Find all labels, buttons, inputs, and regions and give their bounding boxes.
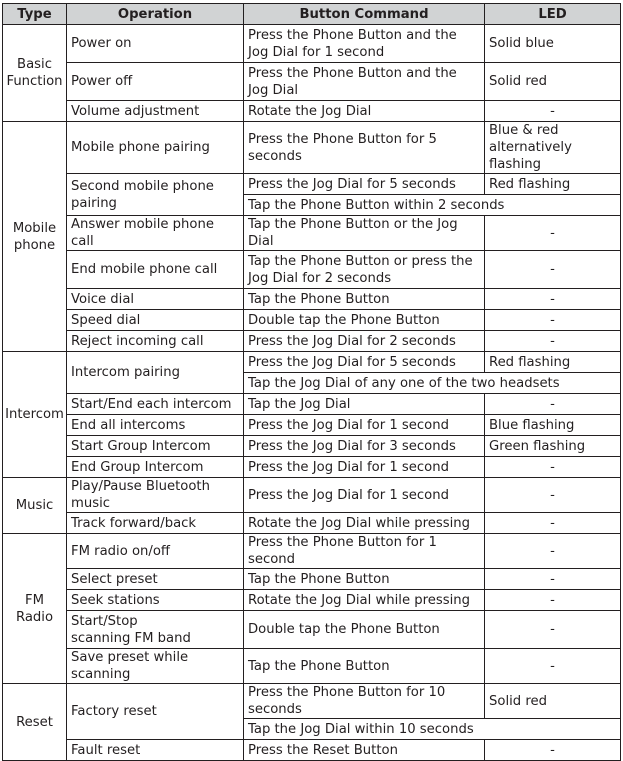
operation-cell: Start Group Intercom <box>67 436 244 457</box>
led-cell: - <box>485 394 621 415</box>
led-cell: - <box>485 478 621 513</box>
button-operation-table <box>2 3 621 761</box>
header-row <box>3 4 621 25</box>
table-row <box>3 457 621 478</box>
operation-cell: Track forward/back <box>67 513 244 534</box>
command-cell: Double tap the Phone Button <box>244 310 485 331</box>
operation-cell: Fault reset <box>67 740 244 761</box>
command-cell: Tap the Phone Button <box>244 649 485 684</box>
table-row <box>3 25 621 63</box>
command-cell: Press the Phone Button and the Jog Dial <box>244 63 485 101</box>
command-cell: Press the Jog Dial for 3 seconds <box>244 436 485 457</box>
command-cell: Press the Reset Button <box>244 740 485 761</box>
command-cell: Tap the Jog Dial <box>244 394 485 415</box>
command-cell: Tap the Jog Dial of any one of the two headsets <box>244 373 621 394</box>
led-cell: Solid blue <box>485 25 621 63</box>
command-cell: Rotate the Jog Dial while pressing <box>244 590 485 611</box>
type-cell-music: Music <box>3 478 67 534</box>
led-cell: Solid red <box>485 684 621 719</box>
operation-cell: End Group Intercom <box>67 457 244 478</box>
operation-cell: Intercom pairing <box>67 352 244 394</box>
table-row <box>3 251 621 289</box>
operation-cell: End mobile phone call <box>67 251 244 289</box>
command-cell: Press the Jog Dial for 1 second <box>244 415 485 436</box>
command-cell: Tap the Jog Dial within 10 seconds <box>244 719 621 740</box>
operation-cell: FM radio on/off <box>67 534 244 569</box>
table-row <box>3 63 621 101</box>
header-operation: Operation <box>67 4 244 25</box>
led-cell: - <box>485 649 621 684</box>
operation-cell: Start/End each intercom <box>67 394 244 415</box>
led-cell: - <box>485 457 621 478</box>
led-cell: - <box>485 310 621 331</box>
led-cell: - <box>485 534 621 569</box>
operation-cell: Answer mobile phone call <box>67 216 244 251</box>
header-type: Type <box>3 4 67 25</box>
operation-cell: Reject incoming call <box>67 331 244 352</box>
type-cell-intercom: Intercom <box>3 352 67 478</box>
table-row <box>3 478 621 513</box>
table-row <box>3 394 621 415</box>
led-cell: Blue flashing <box>485 415 621 436</box>
operation-cell: Select preset <box>67 569 244 590</box>
operation-cell: Voice dial <box>67 289 244 310</box>
operation-cell: End all intercoms <box>67 415 244 436</box>
command-cell: Rotate the Jog Dial <box>244 101 485 122</box>
table-row <box>3 415 621 436</box>
led-cell: - <box>485 569 621 590</box>
led-cell: - <box>485 590 621 611</box>
header-led: LED <box>485 4 621 25</box>
led-cell: - <box>485 251 621 289</box>
led-cell: - <box>485 216 621 251</box>
command-cell: Press the Phone Button and the Jog Dial for 1 second <box>244 25 485 63</box>
table-row <box>3 331 621 352</box>
command-cell: Press the Jog Dial for 5 seconds <box>244 352 485 373</box>
type-cell-fm-radio: FM Radio <box>3 534 67 684</box>
table-row <box>3 352 621 373</box>
operation-cell: Seek stations <box>67 590 244 611</box>
led-cell: - <box>485 740 621 761</box>
led-cell: Red flashing <box>485 352 621 373</box>
type-cell-mobile-phone: Mobile phone <box>3 122 67 352</box>
table-row <box>3 310 621 331</box>
table-row <box>3 289 621 310</box>
command-cell: Tap the Phone Button or the Jog Dial <box>244 216 485 251</box>
table-row <box>3 684 621 719</box>
command-cell: Tap the Phone Button <box>244 289 485 310</box>
table-row <box>3 122 621 174</box>
table-row <box>3 534 621 569</box>
operation-cell: Speed dial <box>67 310 244 331</box>
led-cell: - <box>485 101 621 122</box>
operation-cell: Power on <box>67 25 244 63</box>
operation-cell: Play/Pause Bluetooth music <box>67 478 244 513</box>
type-cell-basic-function: Basic Function <box>3 25 67 122</box>
table-row <box>3 513 621 534</box>
table-row <box>3 740 621 761</box>
command-cell: Press the Jog Dial for 1 second <box>244 478 485 513</box>
led-cell: - <box>485 331 621 352</box>
table-row <box>3 101 621 122</box>
command-cell: Press the Phone Button for 5 seconds <box>244 122 485 174</box>
table-row <box>3 216 621 251</box>
led-cell: - <box>485 513 621 534</box>
led-cell: Green flashing <box>485 436 621 457</box>
led-cell: - <box>485 611 621 649</box>
table-row <box>3 611 621 649</box>
command-cell: Press the Jog Dial for 5 seconds <box>244 174 485 195</box>
operation-cell: Power off <box>67 63 244 101</box>
table-row <box>3 590 621 611</box>
operation-cell: Volume adjustment <box>67 101 244 122</box>
command-cell: Press the Jog Dial for 2 seconds <box>244 331 485 352</box>
command-cell: Press the Jog Dial for 1 second <box>244 457 485 478</box>
table-row <box>3 569 621 590</box>
table-row <box>3 436 621 457</box>
command-cell: Double tap the Phone Button <box>244 611 485 649</box>
command-cell: Press the Phone Button for 10 seconds <box>244 684 485 719</box>
led-cell: Blue & red alternatively flashing <box>485 122 621 174</box>
table-row <box>3 649 621 684</box>
table-row <box>3 174 621 195</box>
header-button-command: Button Command <box>244 4 485 25</box>
led-cell: - <box>485 289 621 310</box>
operation-cell: Start/Stop scanning FM band <box>67 611 244 649</box>
operation-cell: Save preset while scanning <box>67 649 244 684</box>
led-cell: Red flashing <box>485 174 621 195</box>
operation-cell: Second mobile phone pairing <box>67 174 244 216</box>
command-cell: Tap the Phone Button or press the Jog Dial for 2 seconds <box>244 251 485 289</box>
led-cell: Solid red <box>485 63 621 101</box>
command-cell: Press the Phone Button for 1 second <box>244 534 485 569</box>
type-cell-reset: Reset <box>3 684 67 761</box>
command-cell: Tap the Phone Button <box>244 569 485 590</box>
operation-cell: Factory reset <box>67 684 244 740</box>
command-cell: Tap the Phone Button within 2 seconds <box>244 195 621 216</box>
operation-cell: Mobile phone pairing <box>67 122 244 174</box>
command-cell: Rotate the Jog Dial while pressing <box>244 513 485 534</box>
